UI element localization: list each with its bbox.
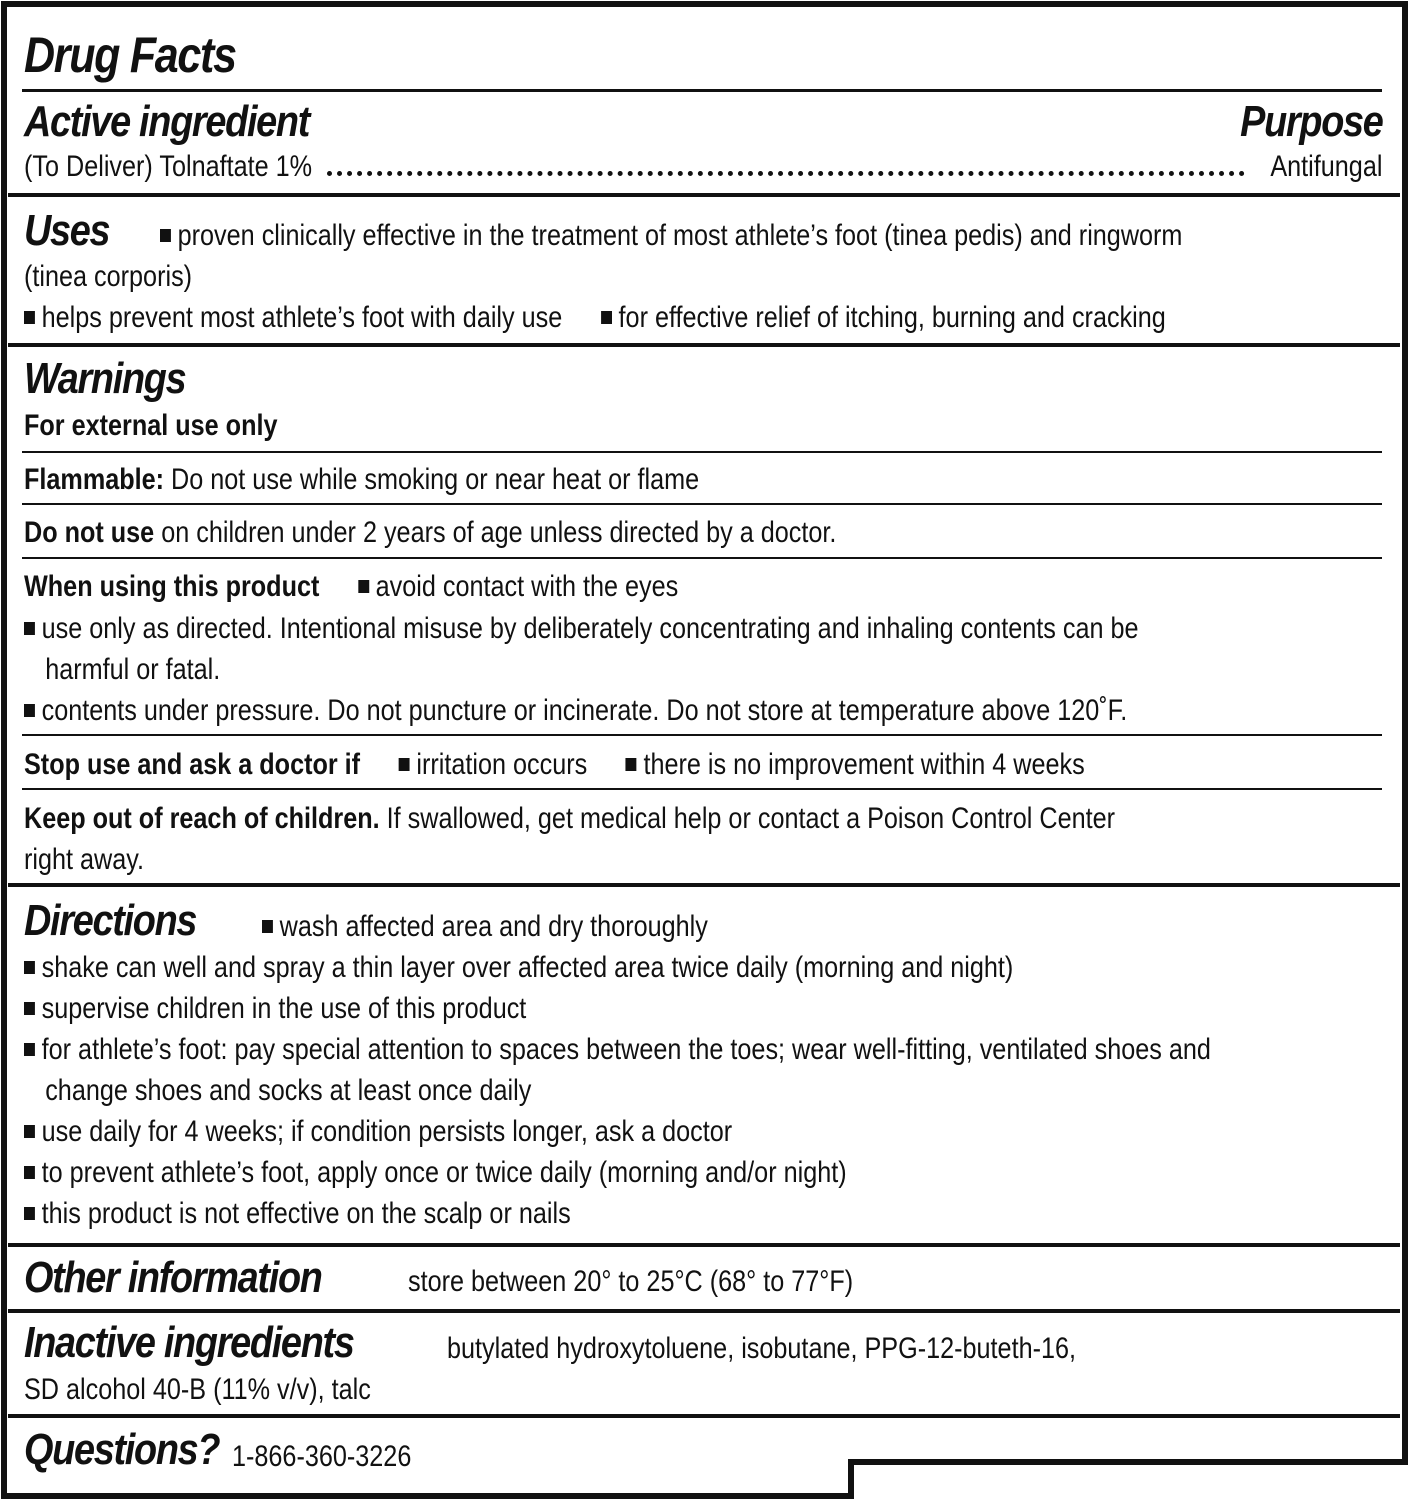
stop-use-item: there is no improvement within 4 weeks <box>643 748 1085 781</box>
when-using-item-text: contents under pressure. Do not puncture or incinerate. Do not store at temperature above 120˚F. <box>41 694 1128 727</box>
directions-item <box>262 906 708 947</box>
directions-heading: Directions <box>24 896 197 945</box>
flammable-text: Do not use while smoking or near heat or flame <box>171 463 700 496</box>
section-divider <box>8 1309 1400 1313</box>
page-title: Drug Facts <box>24 27 236 83</box>
keep-out-text-continued: right away. <box>24 843 144 876</box>
other-information-heading: Other information <box>24 1253 322 1302</box>
directions-item <box>24 1193 571 1234</box>
directions-item-text: shake can well and spray a thin layer over affected area twice daily (morning and night) <box>41 951 1014 984</box>
flammable-label: Flammable: <box>24 463 165 496</box>
title-divider <box>22 89 1382 92</box>
other-information-text: store between 20° to 25°C (68° to 77°F) <box>408 1265 854 1298</box>
warnings-divider <box>22 788 1382 790</box>
section-divider <box>8 1414 1400 1418</box>
directions-item <box>24 947 1013 988</box>
keep-out-text: If swallowed, get medical help or contact a Poison Control Center <box>386 802 1116 835</box>
do-not-use-warning <box>24 512 836 553</box>
bullet-icon <box>24 704 35 717</box>
when-using-label: When using this product <box>24 570 320 603</box>
section-divider <box>8 343 1400 347</box>
questions-heading: Questions? <box>24 1425 220 1474</box>
do-not-use-text: on children under 2 years of age unless directed by a doctor. <box>161 516 837 549</box>
warnings-heading: Warnings <box>24 354 186 403</box>
external-use-text: For external use only <box>24 409 278 442</box>
directions-item-text: wash affected area and dry thoroughly <box>279 910 708 943</box>
bullet-icon <box>24 311 35 324</box>
uses-item-text: helps prevent most athlete’s foot with daily use <box>41 301 563 334</box>
active-ingredient-heading: Active ingredient <box>24 97 310 146</box>
warnings-divider <box>22 734 1382 736</box>
purpose-heading: Purpose <box>1240 97 1383 146</box>
directions-item-text: this product is not effective on the scalp or nails <box>41 1197 571 1230</box>
when-using-item: avoid contact with the eyes <box>375 570 679 603</box>
bullet-icon <box>24 1207 35 1220</box>
stop-use-label: Stop use and ask a doctor if <box>24 748 361 781</box>
flammable-warning <box>24 459 699 500</box>
uses-item <box>24 297 1166 338</box>
uses-item-continued: (tinea corporis) <box>24 260 193 293</box>
directions-item-text: for athlete’s foot: pay special attention to spaces between the toes; wear well-fitting, ventilated shoes and <box>41 1033 1211 1066</box>
bullet-icon <box>626 758 637 771</box>
warnings-divider <box>22 451 1382 453</box>
inactive-ingredients-heading: Inactive ingredients <box>24 1318 354 1367</box>
inactive-ingredients-text: butylated hydroxytoluene, isobutane, PPG-12-buteth-16, <box>447 1332 1077 1365</box>
stop-use-item: irritation occurs <box>416 748 588 781</box>
when-using-item <box>24 608 1139 649</box>
stop-use-warning <box>24 744 1085 785</box>
inactive-ingredients-text-continued: SD alcohol 40-B (11% v/v), talc <box>24 1373 371 1406</box>
section-divider <box>8 1243 1400 1247</box>
bullet-icon <box>24 1125 35 1138</box>
directions-item-text: to prevent athlete’s foot, apply once or twice daily (morning and/or night) <box>41 1156 847 1189</box>
bullet-icon <box>358 580 369 593</box>
questions-phone: 1-866-360-3226 <box>232 1440 412 1473</box>
directions-item <box>24 988 526 1029</box>
directions-item-continued: change shoes and socks at least once daily <box>45 1074 532 1107</box>
directions-item-text: use daily for 4 weeks; if condition persists longer, ask a doctor <box>41 1115 733 1148</box>
do-not-use-label: Do not use <box>24 516 155 549</box>
when-using-item <box>24 690 1127 731</box>
when-using-item-text: use only as directed. Intentional misuse by deliberately concentrating and inhaling contents can be <box>41 612 1139 645</box>
directions-item-text: supervise children in the use of this product <box>41 992 527 1025</box>
directions-item <box>24 1111 732 1152</box>
bullet-icon <box>24 1043 35 1056</box>
active-ingredient-value: (To Deliver) Tolnaftate 1% <box>24 150 313 183</box>
dot-leader <box>327 171 1245 176</box>
bullet-icon <box>24 622 35 635</box>
bullet-icon <box>262 920 273 933</box>
keep-out-label: Keep out of reach of children. <box>24 802 380 835</box>
warnings-divider <box>22 557 1382 559</box>
keep-out-warning <box>24 798 1115 839</box>
bullet-icon <box>601 311 612 324</box>
active-ingredient-row <box>24 150 1382 186</box>
uses-item-text: proven clinically effective in the treatment of most athlete’s foot (tinea pedis) and ringworm <box>177 219 1183 252</box>
bullet-icon <box>24 961 35 974</box>
warnings-divider <box>22 503 1382 505</box>
directions-item <box>24 1152 847 1193</box>
bullet-icon <box>24 1002 35 1015</box>
section-divider <box>8 193 1400 197</box>
directions-item <box>24 1029 1211 1070</box>
section-divider <box>8 883 1400 887</box>
uses-item <box>160 215 1182 256</box>
uses-heading: Uses <box>24 206 110 255</box>
when-using-warning <box>24 566 678 607</box>
purpose-value: Antifungal <box>1269 150 1382 183</box>
bullet-icon <box>399 758 410 771</box>
when-using-item-continued: harmful or fatal. <box>45 653 221 686</box>
bullet-icon <box>160 229 171 242</box>
bullet-icon <box>24 1166 35 1179</box>
uses-item-text: for effective relief of itching, burning and cracking <box>618 301 1166 334</box>
